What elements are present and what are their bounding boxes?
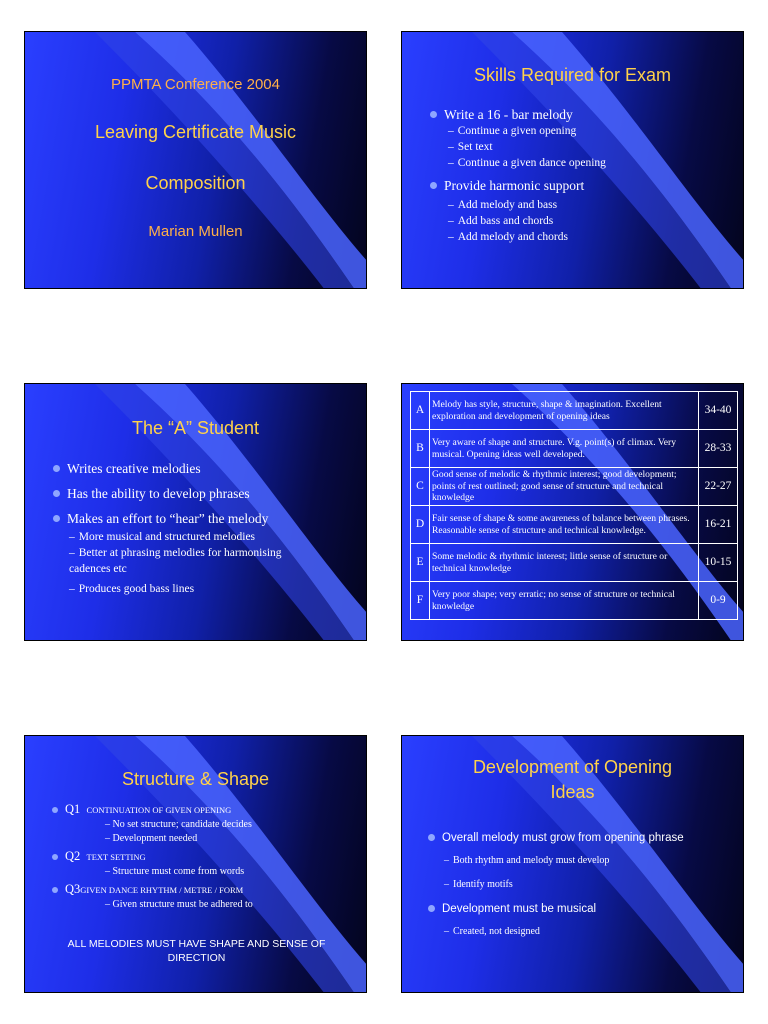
description-cell: Melody has style, structure, shape & imagination. Excellent exploration and development of opening ideas bbox=[430, 392, 699, 430]
slide-3 bbox=[24, 383, 367, 641]
description-cell: Good sense of melodic & rhythmic interest; good development; points of rest outlined; good sense of structure and technical knowledge bbox=[430, 468, 699, 506]
bullet-icon bbox=[53, 490, 60, 497]
slide-title: Leaving Certificate Music bbox=[94, 122, 297, 142]
bullet: Write a 16 - bar melody bbox=[430, 106, 606, 123]
slide-title: Structure & Shape bbox=[121, 769, 270, 789]
bullet-icon bbox=[430, 111, 437, 118]
grade-cell: F bbox=[411, 582, 430, 620]
description-cell: Some melodic & rhythmic interest; little sense of structure or technical knowledge bbox=[430, 544, 699, 582]
slide-title: Development of Opening bbox=[472, 757, 673, 777]
bullet: Writes creative melodies bbox=[53, 460, 353, 477]
footer-note: ALL MELODIES MUST HAVE SHAPE AND SENSE OF DIRECTION bbox=[67, 938, 326, 964]
slide-6 bbox=[401, 735, 744, 993]
bullet-icon bbox=[428, 834, 435, 841]
table-row bbox=[411, 430, 738, 468]
range-cell: 22-27 bbox=[699, 468, 738, 506]
sub-bullet: – Given structure must be adhered to bbox=[105, 899, 253, 910]
sub-bullet: – Add bass and chords bbox=[448, 215, 554, 227]
bullet-icon bbox=[53, 515, 60, 522]
question-2: Q2 TEXT SETTING bbox=[25, 849, 366, 865]
sub-bullet: – Created, not designed bbox=[444, 926, 540, 937]
bullet: Provide harmonic support bbox=[430, 177, 606, 194]
grade-cell: E bbox=[411, 544, 430, 582]
grade-cell: B bbox=[411, 430, 430, 468]
bullet-icon bbox=[430, 182, 437, 189]
question-1: Q1 CONTINUATION OF GIVEN OPENING bbox=[25, 802, 366, 818]
grade-cell: D bbox=[411, 506, 430, 544]
bullet-icon bbox=[52, 887, 58, 893]
slide-4 bbox=[401, 383, 744, 641]
bullet: Has the ability to develop phrases bbox=[53, 485, 353, 502]
range-cell: 10-15 bbox=[699, 544, 738, 582]
slide-title: The “A” Student bbox=[131, 418, 260, 438]
grade-cell: C bbox=[411, 468, 430, 506]
table-row bbox=[411, 468, 738, 506]
sub-bullet: – Better at phrasing melodies for harmonising cadences etc bbox=[69, 547, 282, 575]
sub-bullet: – Identify motifs bbox=[444, 879, 513, 890]
table-row bbox=[411, 582, 738, 620]
conference-line: PPMTA Conference 2004 bbox=[111, 76, 280, 93]
bullet-icon bbox=[53, 465, 60, 472]
slide-title: Skills Required for Exam bbox=[473, 65, 672, 85]
sub-bullet: – Both rhythm and melody must develop bbox=[444, 855, 610, 866]
description-cell: Very poor shape; very erratic; no sense of structure or technical knowledge bbox=[430, 582, 699, 620]
sub-bullet: – Structure must come from words bbox=[105, 866, 245, 877]
description-cell: Very aware of shape and structure. V.g. point(s) of climax. Very musical. Opening ideas well developed. bbox=[430, 430, 699, 468]
grade-table bbox=[410, 391, 738, 620]
sub-bullet: – Produces good bass lines bbox=[69, 583, 195, 595]
bullet-icon bbox=[428, 905, 435, 912]
bullet: Overall melody must grow from opening phrase bbox=[428, 830, 738, 847]
table-row bbox=[411, 392, 738, 430]
sub-bullet: – Development needed bbox=[105, 833, 198, 844]
bullet: Development must be musical bbox=[428, 901, 738, 918]
grade-cell: A bbox=[411, 392, 430, 430]
slide-title-line2: Ideas bbox=[550, 782, 595, 802]
author-name: Marian Mullen bbox=[148, 223, 243, 240]
bullet-icon bbox=[52, 854, 58, 860]
sub-bullet: – More musical and structured melodies bbox=[69, 531, 256, 543]
range-cell: 0-9 bbox=[699, 582, 738, 620]
sub-bullet: – Add melody and bass bbox=[448, 199, 558, 211]
sub-bullet: – Continue a given dance opening bbox=[448, 157, 606, 169]
table-row bbox=[411, 506, 738, 544]
sub-bullet: – Continue a given opening bbox=[448, 125, 577, 137]
slide-2 bbox=[401, 31, 744, 289]
range-cell: 16-21 bbox=[699, 506, 738, 544]
slide-1 bbox=[24, 31, 367, 289]
range-cell: 28-33 bbox=[699, 430, 738, 468]
sub-bullet: – Add melody and chords bbox=[448, 231, 568, 243]
table-row bbox=[411, 544, 738, 582]
slide-5 bbox=[24, 735, 367, 993]
bullet-icon bbox=[52, 807, 58, 813]
range-cell: 34-40 bbox=[699, 392, 738, 430]
description-cell: Fair sense of shape & some awareness of balance between phrases. Reasonable sense of structure and technical knowledge. bbox=[430, 506, 699, 544]
question-3: Q3GIVEN DANCE RHYTHM / METRE / FORM bbox=[25, 882, 366, 898]
slide-title-line2: Composition bbox=[145, 173, 246, 193]
sub-bullet: – Set text bbox=[448, 141, 493, 153]
sub-bullet: – No set structure; candidate decides bbox=[105, 819, 252, 830]
bullet: Makes an effort to “hear” the melody bbox=[53, 510, 353, 527]
